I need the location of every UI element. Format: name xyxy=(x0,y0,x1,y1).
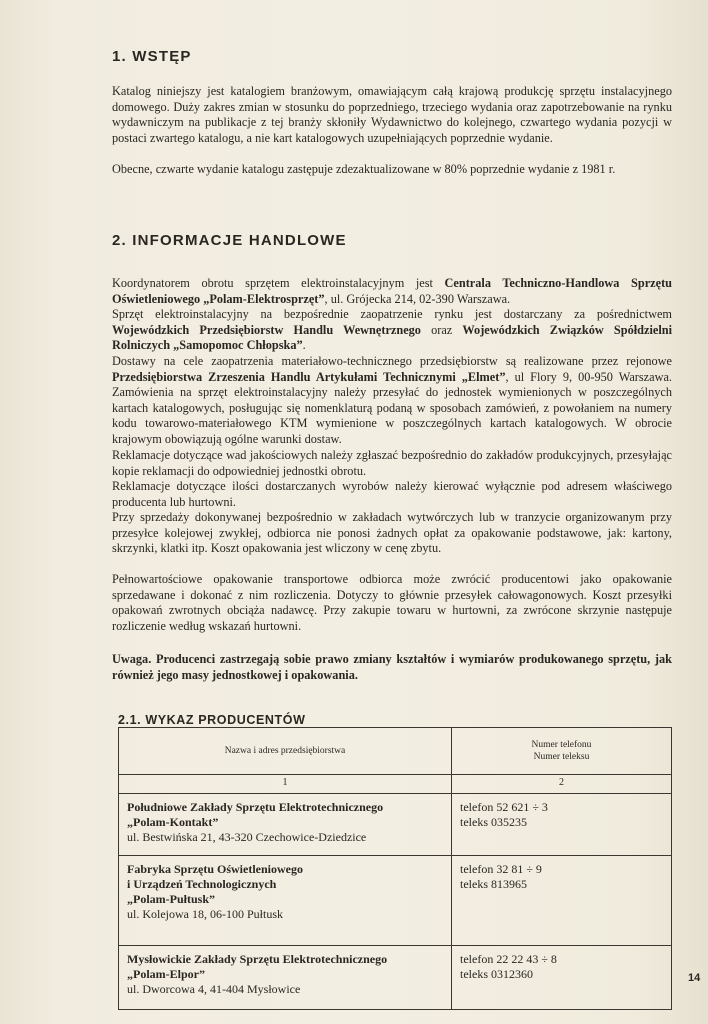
table-column-numbers xyxy=(119,775,672,794)
section-2-paragraph-quantity-claims: Reklamacje dotyczące ilości dostarczanych wyrobów należy kierować wyłącznie pod adresem właściwego producenta lub hurtowni. xyxy=(112,479,672,509)
section-2-paragraph-distribution: Sprzęt elektroinstalacyjny na bezpośrednie zaopatrzenie rynku jest dostarczany za pośrednictwem Wojewódzkich Przedsiębiorstw Handlu Wewnętrznego oraz Wojewódzkich Związków Spółdzielni Rolniczych „Samopomoc Chłopska”. xyxy=(112,307,672,353)
producer-name: „Polam-Kontakt” xyxy=(127,815,219,829)
producer-name: Południowe Zakłady Sprzętu Elektrotechnicznego xyxy=(127,800,384,814)
column-number-1: 1 xyxy=(119,775,452,794)
producer-name: „Polam-Pułtusk” xyxy=(127,892,216,906)
producer-contact-cell xyxy=(452,946,672,1010)
producer-name: Mysłowickie Zakłady Sprzętu Elektrotechnicznego xyxy=(127,952,388,966)
header-name-address: Nazwa i adres przedsiębiorstwa xyxy=(119,728,452,775)
table-header-row xyxy=(119,728,672,775)
table-row xyxy=(119,794,672,856)
page-number: 14 xyxy=(688,972,701,984)
section-2-note: Uwaga. Producenci zastrzegają sobie prawo zmiany kształtów i wymiarów produkowanego sprzętu, jak również jego masy jednostkowej i opakowania. xyxy=(112,652,672,682)
producer-name: „Polam-Elpor” xyxy=(127,967,205,981)
table-row xyxy=(119,856,672,946)
producer-name: Fabryka Sprzętu Oświetleniowego xyxy=(127,862,303,876)
section-1-paragraph-2: Obecne, czwarte wydanie katalogu zastępuje zdezaktualizowane w 80% poprzednie wydanie z 1981 r. xyxy=(112,162,616,176)
producer-name: i Urządzeń Technologicznych xyxy=(127,877,277,891)
section-2-paragraph-returns: Pełnowartościowe opakowanie transportowe odbiorca może zwrócić producentowi jako opakowanie sprzedawane i dokonać z nim rozliczenia. Dotyczy to głównie przesyłek całowagonowych. Koszt przesyłki opakowań zwrotnych obciąża nadawcę. Przy zakupie towaru w hurtowni, za zwrócone skrzynie następuje rozliczenie według wskazań hurtowni. xyxy=(112,572,672,633)
section-2-heading: 2. INFORMACJE HANDLOWE xyxy=(112,232,347,249)
producer-phone: telefon 32 81 ÷ 9 xyxy=(460,862,542,876)
producer-telex: teleks 0312360 xyxy=(460,967,533,981)
producer-phone: telefon 22 22 43 ÷ 8 xyxy=(460,952,557,966)
producer-name-cell xyxy=(119,946,452,1010)
producers-table xyxy=(118,727,672,1010)
producer-telex: teleks 035235 xyxy=(460,815,527,829)
producer-phone: telefon 52 621 ÷ 3 xyxy=(460,800,548,814)
section-2-paragraph-supplies: Dostawy na cele zaopatrzenia materiałowo-technicznego przedsiębiorstw są realizowane przez rejonowe Przedsiębiorstwa Zrzeszenia Handlu Artykułami Technicznymi „Elmet”, ul Flory 9, 00-950 Warszawa. Zamówienia na sprzęt elektroinstalacyjny należy przesyłać do jednostek wymienionych w poszczególnych kartach katalogowych, posługując się nomenklaturą podaną w sposobach zamówień, z powołaniem na numery kodu towarowo-materiałowego KTM wymienione w poszczególnych kartach katalogowych. W obrocie krajowym obowiązują ogólne warunki dostaw. xyxy=(112,354,672,446)
section-2-paragraph-packaging: Przy sprzedaży dokonywanej bezpośrednio w zakładach wytwórczych lub w tranzycie organizowanym przy przesyłce kolejowej zwykłej, odbiorca nie ponosi żadnych opłat za opakowanie podstawowe, jak: kartony, skrzynki, klatki itp. Koszt opakowania jest wliczony w cenę zbytu. xyxy=(112,510,672,556)
section-1-heading: 1. WSTĘP xyxy=(112,48,192,65)
table-row xyxy=(119,946,672,1010)
producers-heading: 2.1. WYKAZ PRODUCENTÓW xyxy=(118,713,306,727)
producer-telex: teleks 813965 xyxy=(460,877,527,891)
section-1-paragraph-1: Katalog niniejszy jest katalogiem branżowym, omawiającym całą krajową produkcję sprzętu instalacyjnego domowego. Duży zakres zmian w stosunku do poprzedniego, trzeciego wydania oraz zapotrzebowanie na rynku wydawniczym na publikacje z tej branży skłoniły Wydawnictwo do kolejnego, czwartego wydania pozycji w postaci zwartego katalogu, a nie kart katalogowych uzupełniających poprzednie wydanie. xyxy=(112,84,672,145)
header-phone-telex: Numer telefonu Numer teleksu xyxy=(452,728,672,775)
producer-address: ul. Bestwińska 21, 43-320 Czechowice-Dziedzice xyxy=(127,830,367,844)
producer-name-cell xyxy=(119,856,452,946)
producer-name-cell xyxy=(119,794,452,856)
producer-address: ul. Dworcowa 4, 41-404 Mysłowice xyxy=(127,982,301,996)
section-2-paragraph-coordinator: Koordynatorem obrotu sprzętem elektroinstalacyjnym jest Centrala Techniczno-Handlowa Sprzętu Oświetleniowego „Polam-Elektrosprzęt”, ul. Grójecka 214, 02-390 Warszawa. xyxy=(112,276,672,306)
producer-address: ul. Kolejowa 18, 06-100 Pułtusk xyxy=(127,907,283,921)
section-2-paragraph-quality-claims: Reklamacje dotyczące wad jakościowych należy zgłaszać bezpośrednio do zakładów produkcyjnych, przesyłając kopie reklamacji do odpowiedniej jednostki obrotu. xyxy=(112,448,672,478)
column-number-2: 2 xyxy=(452,775,672,794)
producer-contact-cell xyxy=(452,856,672,946)
producer-contact-cell xyxy=(452,794,672,856)
